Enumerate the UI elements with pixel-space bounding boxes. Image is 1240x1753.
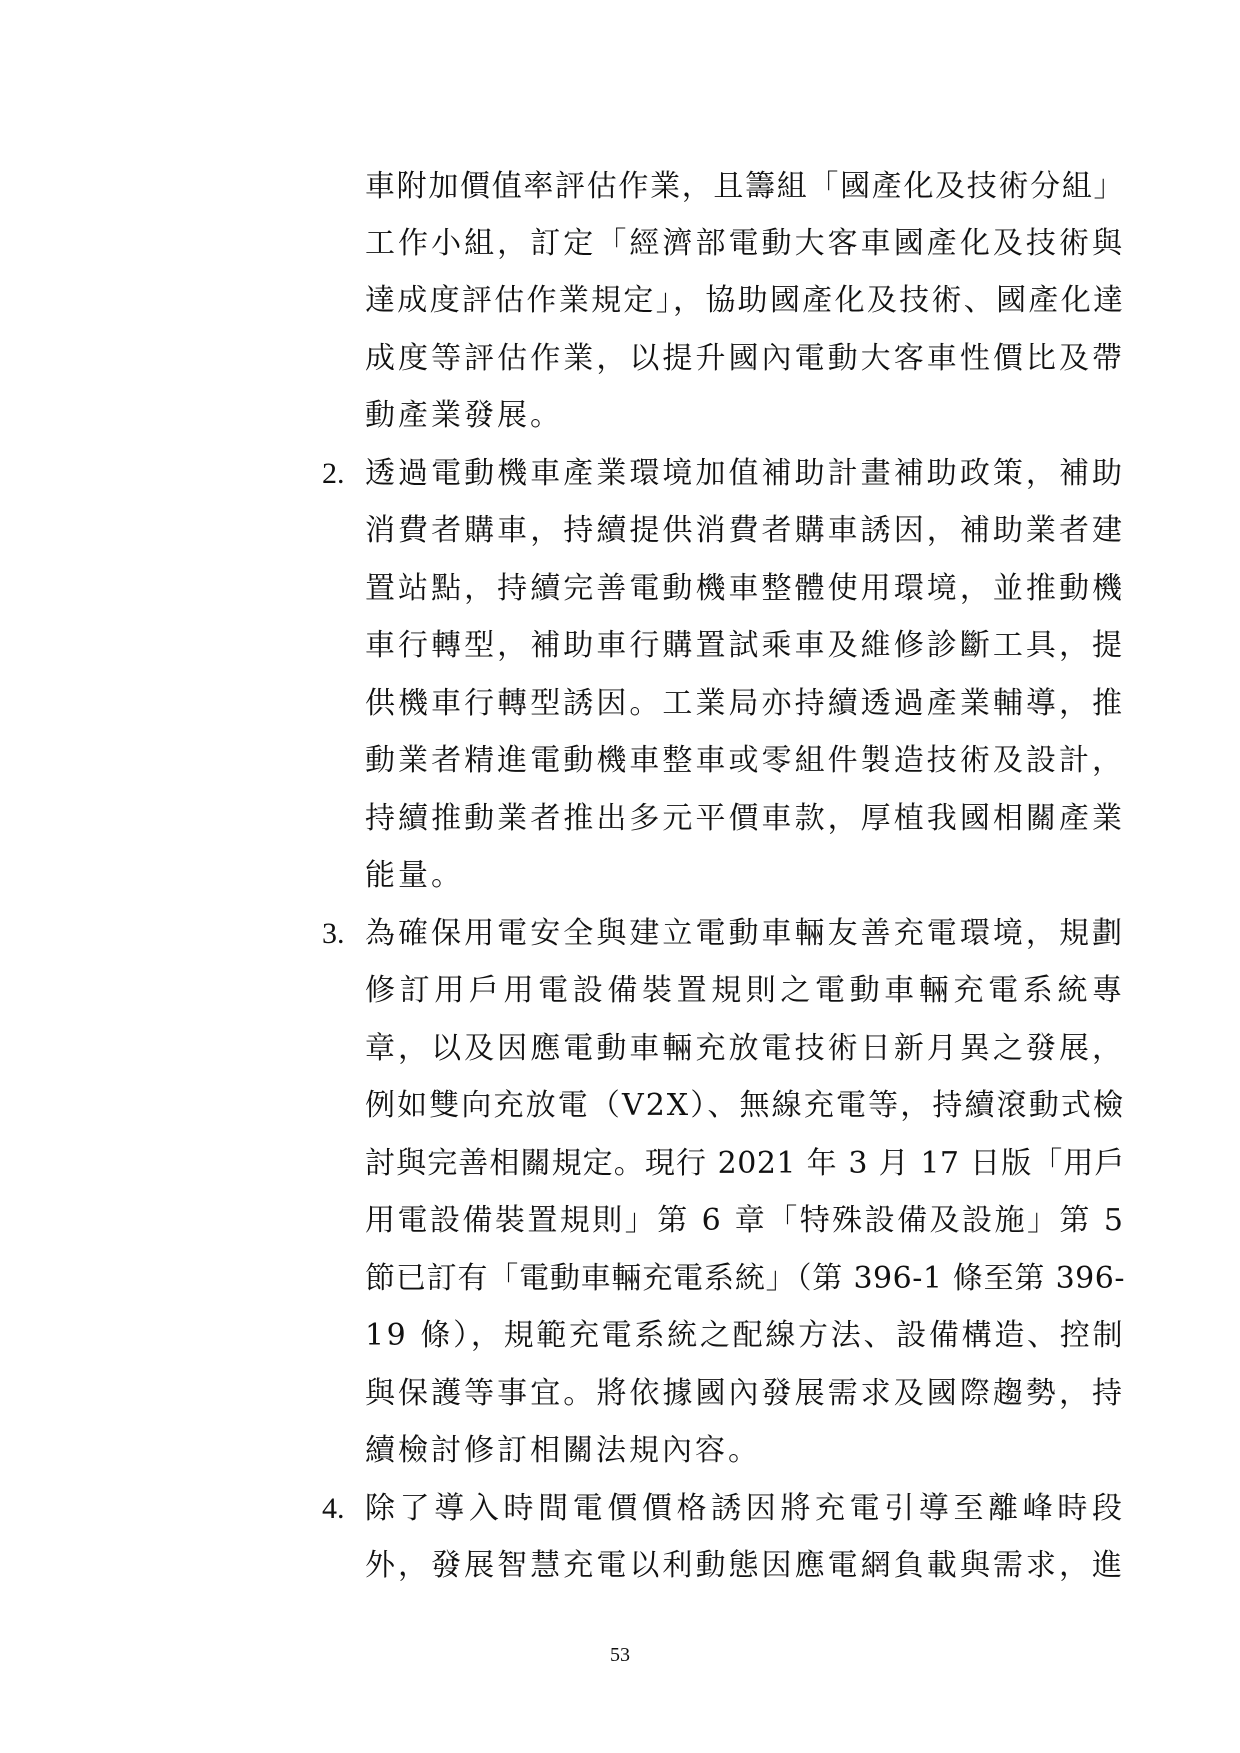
paragraph-line: 例如雙向充放電（V2X）、無線充電等，持續滾動式檢 <box>365 1088 1125 1123</box>
paragraph-line: 達成度評估作業規定」，協助國產化及技術、國產化達 <box>365 283 1125 318</box>
list-item-number: 3. <box>322 917 345 950</box>
paragraph-line: 車行轉型，補助車行購置試乘車及維修診斷工具，提 <box>365 628 1125 663</box>
paragraph-line: 工作小組，訂定「經濟部電動大客車國產化及技術與 <box>365 226 1125 261</box>
paragraph-line: 車附加價值率評估作業，且籌組「國產化及技術分組」 <box>365 169 1125 204</box>
paragraph-line: 能量。 <box>365 858 464 893</box>
paragraph-line: 與保護等事宜。將依據國內發展需求及國際趨勢，持 <box>365 1376 1125 1411</box>
paragraph-line: 節已訂有「電動車輛充電系統」（第 396-1 條至第 396- <box>365 1261 1125 1296</box>
paragraph-line: 置站點，持續完善電動機車整體使用環境，並推動機 <box>365 571 1125 606</box>
paragraph-line: 為確保用電安全與建立電動車輛友善充電環境，規劃 <box>365 916 1125 951</box>
paragraph-line: 章，以及因應電動車輛充放電技術日新月異之發展， <box>365 1031 1125 1066</box>
paragraph-line: 動業者精進電動機車整車或零組件製造技術及設計， <box>365 743 1125 778</box>
paragraph-line: 續檢討修訂相關法規內容。 <box>365 1433 761 1468</box>
paragraph-line: 消費者購車，持續提供消費者購車誘因，補助業者建 <box>365 513 1125 548</box>
paragraph-line: 透過電動機車產業環境加值補助計畫補助政策，補助 <box>365 456 1125 491</box>
paragraph-line: 討與完善相關規定。現行 2021 年 3 月 17 日版「用戶 <box>365 1146 1125 1181</box>
list-item-number: 2. <box>322 457 345 490</box>
paragraph-line: 用電設備裝置規則」第 6 章「特殊設備及設施」第 5 <box>365 1203 1125 1238</box>
paragraph-line: 除了導入時間電價價格誘因將充電引導至離峰時段 <box>365 1491 1125 1526</box>
paragraph-line: 供機車行轉型誘因。工業局亦持續透過產業輔導，推 <box>365 686 1125 721</box>
paragraph-line: 動產業發展。 <box>365 398 563 433</box>
paragraph-line: 持續推動業者推出多元平價車款，厚植我國相關產業 <box>365 801 1125 836</box>
paragraph-line: 19 條），規範充電系統之配線方法、設備構造、控制 <box>365 1318 1125 1353</box>
paragraph-line: 成度等評估作業，以提升國內電動大客車性價比及帶 <box>365 341 1125 376</box>
page-number: 53 <box>610 1644 630 1666</box>
paragraph-line: 修訂用戶用電設備裝置規則之電動車輛充電系統專 <box>365 973 1125 1008</box>
paragraph-line: 外，發展智慧充電以利動態因應電網負載與需求，進 <box>365 1548 1125 1583</box>
list-item-number: 4. <box>322 1492 345 1525</box>
